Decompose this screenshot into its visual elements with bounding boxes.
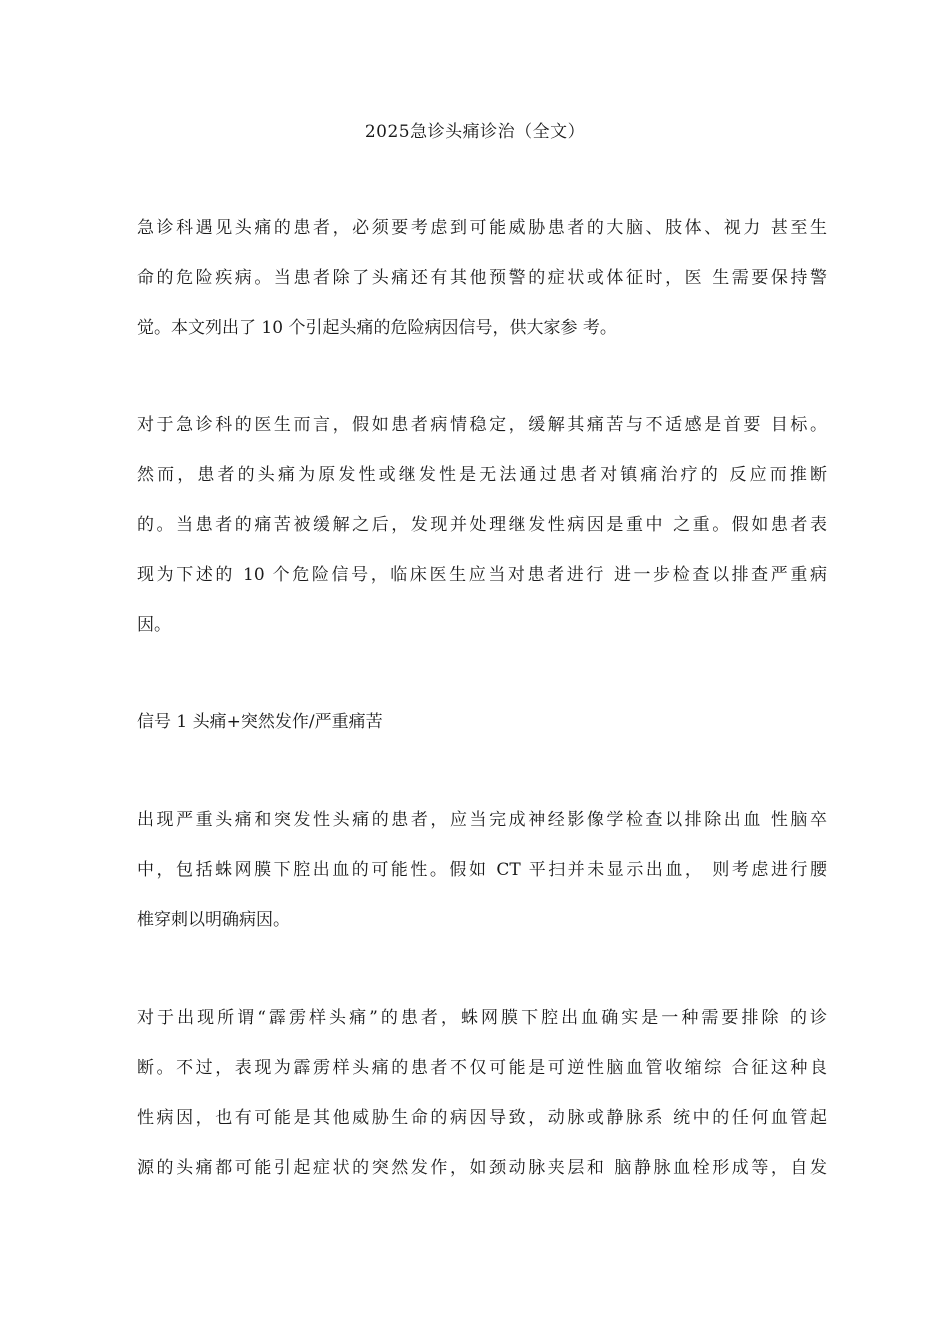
paragraph-4-line-1: 对于出现所谓“霹雳样头痛”的患者，蛛网膜下腔出血确实是一种需要排除 的诊	[137, 1008, 827, 1028]
paragraph-1-line-2: 命的危险疾病。当患者除了头痛还有其他预警的症状或体征时，医 生需要保持警	[137, 268, 827, 288]
document-title: 2025急诊头痛诊治（全文）	[364, 122, 586, 142]
paragraph-1-line-1: 急诊科遇见头痛的患者，必须要考虑到可能威胁患者的大脑、肢体、视力 甚至生	[137, 218, 827, 238]
paragraph-2-line-2: 然而，患者的头痛为原发性或继发性是无法通过患者对镇痛治疗的 反应而推断	[137, 465, 827, 485]
paragraph-2-line-3: 的。当患者的痛苦被缓解之后，发现并处理继发性病因是重中 之重。假如患者表	[137, 515, 827, 535]
paragraph-4-line-2: 断。不过，表现为霹雳样头痛的患者不仅可能是可逆性脑血管收缩综 合征这种良	[137, 1058, 827, 1078]
paragraph-2-line-1: 对于急诊科的医生而言，假如患者病情稳定，缓解其痛苦与不适感是首要 目标。	[137, 415, 827, 435]
paragraph-2-line-4: 现为下述的 10 个危险信号，临床医生应当对患者进行 进一步检查以排查严重病	[137, 565, 827, 585]
paragraph-3-line-1: 出现严重头痛和突发性头痛的患者，应当完成神经影像学检查以排除出血 性脑卒	[137, 810, 827, 830]
paragraph-3-line-2: 中，包括蛛网膜下腔出血的可能性。假如 CT 平扫并未显示出血， 则考虑进行腰	[137, 860, 827, 880]
paragraph-1-line-3: 觉。本文列出了 10 个引起头痛的危险病因信号，供大家参 考。	[137, 318, 617, 338]
section-heading-signal-1: 信号 1 头痛+突然发作/严重痛苦	[137, 712, 383, 732]
paragraph-4-line-4: 源的头痛都可能引起症状的突然发作，如颈动脉夹层和 脑静脉血栓形成等，自发	[137, 1158, 827, 1178]
paragraph-4-line-3: 性病因，也有可能是其他威胁生命的病因导致，动脉或静脉系 统中的任何血管起	[137, 1108, 827, 1128]
paragraph-3-line-3: 椎穿刺以明确病因。	[137, 910, 290, 930]
paragraph-2-line-5: 因。	[137, 615, 171, 635]
